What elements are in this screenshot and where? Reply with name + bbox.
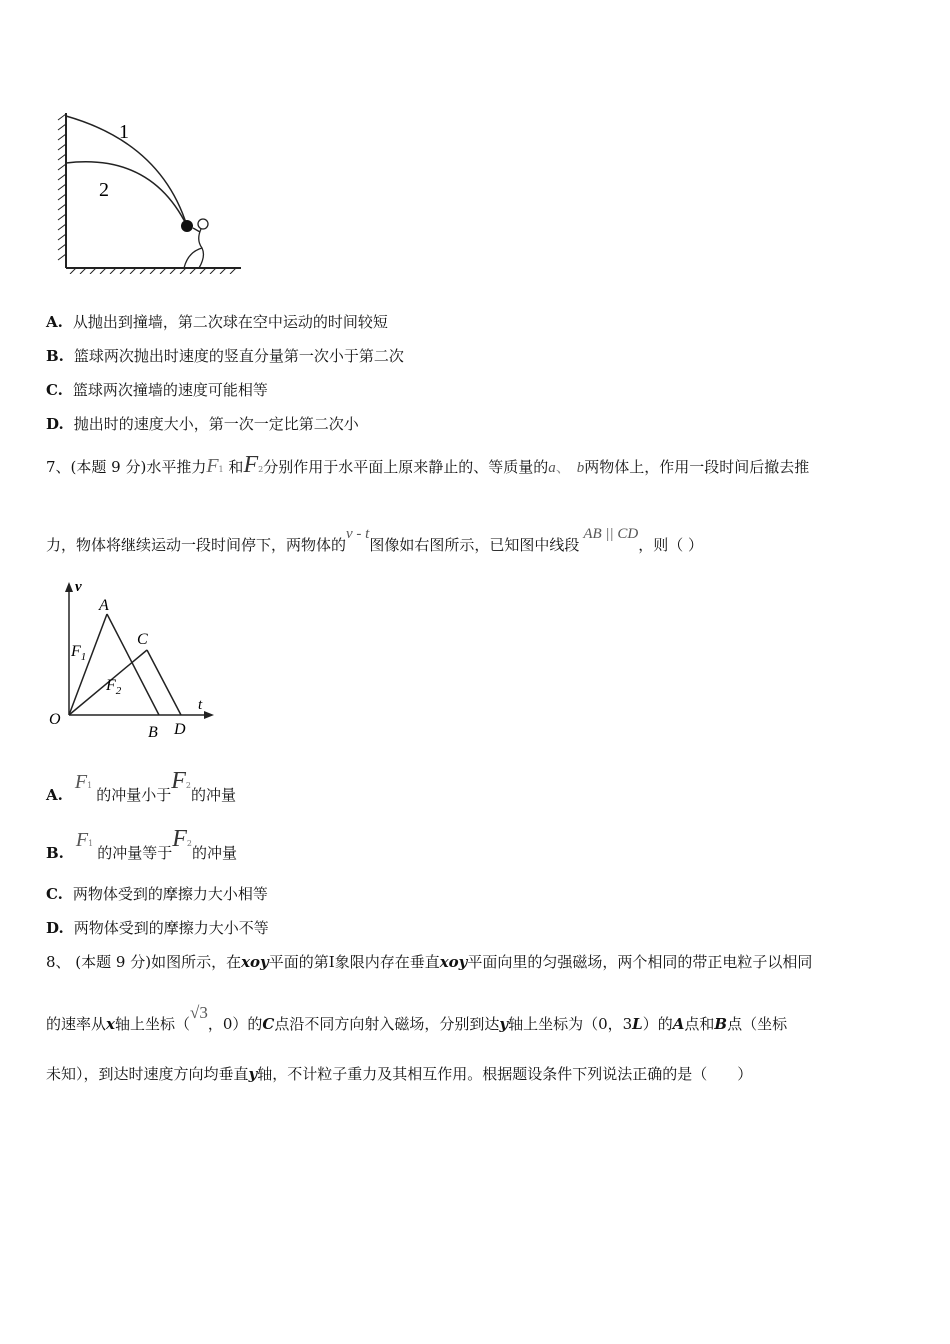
q8-stem-line2: 的速率从x轴上坐标（√3，0）的C点沿不同方向射入磁场，分别到达y轴上坐标为（0，3L）的A点和B点（坐标: [46, 1003, 788, 1033]
q7-option-d: D. 两物体受到的摩擦力大小不等: [46, 919, 269, 937]
label-C: C: [137, 631, 148, 648]
q8-stem-line3: 未知），到达时速度方向均垂直y轴，不计粒子重力及其相互作用。根据题设条件下列说法正确的是（ ）: [46, 1065, 753, 1083]
q6-option-c: C. 篮球两次撞墙的速度可能相等: [46, 381, 268, 399]
segment-AB: [107, 614, 159, 715]
basketball: [181, 220, 193, 232]
curve-label-2: 2: [99, 179, 109, 201]
q6-option-d: D. 抛出时的速度大小，第一次一定比第二次小: [46, 415, 359, 433]
q7-option-b: B.F1的冲量等于F2的冲量: [46, 826, 238, 862]
q7-stem-line2: 力，物体将继续运动一段时间停下，两物体的v - t图像如右图所示，已知图中线段AB || CD，则（ ）: [46, 526, 704, 554]
thrower-head: [198, 219, 208, 229]
q8-stem-line1: 8、 (本题 9 分)如图所示，在xoy平面的第Ⅰ象限内存在垂直xoy平面向里的匀强磁场，两个相同的带正电粒子以相同: [46, 953, 813, 971]
label-F2: $F_2$: [106, 677, 122, 697]
q6-option-b: B. 篮球两次抛出时速度的竖直分量第一次小于第二次: [46, 347, 404, 365]
label-D: D: [174, 721, 186, 738]
thrower-body: [184, 228, 203, 268]
label-B: B: [148, 724, 158, 741]
t-axis-arrow: [204, 711, 214, 719]
q7-option-c: C. 两物体受到的摩擦力大小相等: [46, 885, 268, 903]
label-O: O: [49, 711, 61, 728]
q6-option-a: A. 从抛出到撞墙，第二次球在空中运动的时间较短: [46, 313, 388, 331]
figure-vt-graph: [44, 577, 219, 745]
label-v: v: [75, 579, 82, 595]
figure-basketball-wall: [56, 108, 246, 274]
v-axis-arrow: [65, 582, 73, 592]
q7-stem-line1: 7、(本题 9 分)水平推力F1 和F2分别作用于水平面上原来静止的、等质量的a、 b两物体上，作用一段时间后撤去推: [46, 452, 810, 478]
curve-label-1: 1: [119, 121, 129, 143]
label-F1: $F_1$: [71, 643, 87, 663]
trajectory-2: [66, 162, 187, 226]
label-A: A: [99, 597, 109, 614]
wall-hatching: [58, 114, 66, 260]
label-t: t: [198, 697, 203, 713]
q7-option-a: A.F1的冲量小于F2的冲量: [46, 768, 236, 804]
segment-CD: [147, 650, 181, 715]
